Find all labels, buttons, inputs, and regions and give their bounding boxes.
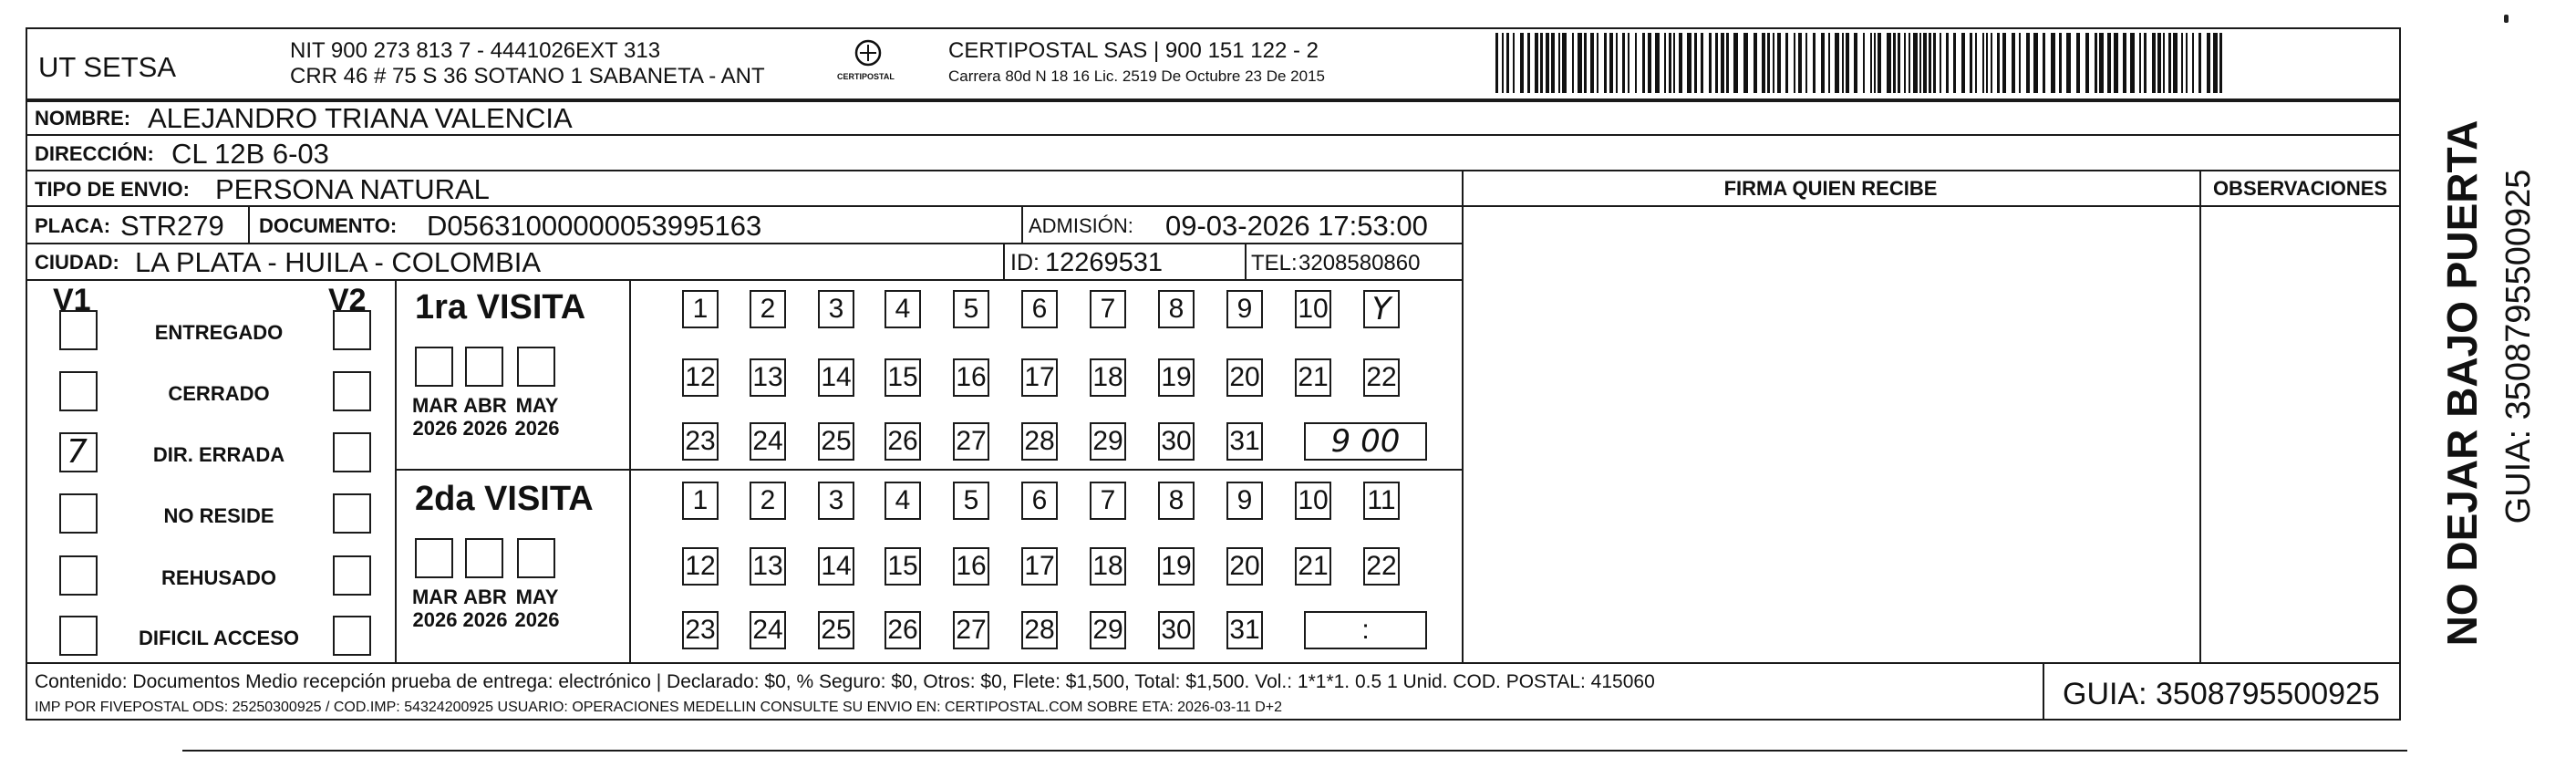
company-name: UT SETSA [38, 51, 177, 83]
barcode-bar [2213, 33, 2218, 93]
barcode-bar [1997, 33, 2000, 93]
v1-checkbox[interactable] [59, 493, 98, 534]
admision-value: 09-03-2026 17:53:00 [1165, 210, 1428, 242]
barcode-bar [1743, 33, 1748, 93]
day-box[interactable]: 1 [682, 290, 719, 328]
barcode-bar [1673, 33, 1675, 93]
barcode-bar [2157, 33, 2161, 93]
day-box[interactable]: 29 [1090, 422, 1126, 461]
day-box[interactable]: 8 [1158, 482, 1195, 520]
barcode-bar [2085, 33, 2089, 93]
day-box[interactable]: 7 [1090, 290, 1126, 328]
footer-bottom [26, 719, 2401, 721]
barcode-bar [1622, 33, 1625, 93]
day-box[interactable]: 10 [1295, 290, 1331, 328]
day-box[interactable]: 15 [885, 547, 921, 586]
cell-divider [248, 205, 250, 243]
barcode-bar [1535, 33, 1538, 93]
barcode-bar [1919, 33, 1921, 93]
barcode-bar [1502, 33, 1504, 93]
day-box[interactable]: 28 [1021, 422, 1058, 461]
barcode-bar [2139, 33, 2141, 93]
v2-checkbox[interactable] [333, 493, 371, 534]
barcode-bar [1726, 33, 1729, 93]
barcode-bar [1798, 33, 1802, 93]
barcode-bar [2173, 33, 2178, 93]
barcode-bar [1835, 33, 1839, 93]
nombre-label: NOMBRE: [35, 107, 131, 130]
day-box[interactable]: 10 [1295, 482, 1331, 520]
barcode-bar [1597, 33, 1598, 93]
month-name: ABR [463, 586, 507, 608]
footer-line-2: IMP POR FIVEPOSTAL ODS: 25250300925 / COD.IMP: 54324200925 USUARIO: OPERACIONES MEDELLIN CONSULTE SU ENVIO EN: CERTIPOSTAL.COM SOBRE ETA: 2026-03-11 D+2 [35, 700, 1283, 715]
v2-checkbox[interactable] [333, 310, 371, 350]
day-box[interactable]: 26 [885, 611, 921, 649]
row-divider [26, 279, 1462, 281]
month-label [458, 394, 512, 441]
v1-checkbox[interactable] [59, 371, 98, 411]
second-visit-label: 2da VISITA [415, 480, 594, 518]
month-name: ABR [463, 394, 507, 417]
month-year: 2026 [462, 608, 508, 632]
day-box[interactable]: 25 [818, 611, 854, 649]
barcode-bar [1991, 33, 1992, 93]
month-label [408, 394, 462, 441]
barcode-bar [1616, 33, 1618, 93]
v1-checkbox[interactable] [59, 310, 98, 350]
barcode-bar [1953, 33, 1956, 93]
barcode-bar [1558, 33, 1560, 93]
barcode-bar [2059, 33, 2062, 93]
v2-label: V2 [328, 283, 367, 317]
day-box[interactable]: 27 [953, 422, 989, 461]
barcode-bar [1828, 33, 1830, 93]
status-label: CERRADO [168, 382, 270, 405]
barcode-bar [1929, 33, 1931, 93]
day-box[interactable]: 19 [1158, 358, 1195, 397]
barcode-bar [1604, 33, 1607, 93]
barcode-bar [1898, 33, 1900, 93]
barcode-bar [1946, 33, 1949, 93]
day-box[interactable]: 23 [682, 611, 719, 649]
barcode-bar [1754, 33, 1757, 93]
ciudad-label: CIUDAD: [35, 251, 119, 274]
barcode-bar [2144, 33, 2147, 93]
day-box[interactable]: 2 [750, 290, 786, 328]
day-box[interactable]: 13 [750, 358, 786, 397]
direccion-value: CL 12B 6-03 [171, 138, 329, 170]
month-name: MAR [411, 394, 459, 417]
certipostal-line-1: CERTIPOSTAL SAS | 900 151 122 - 2 [948, 38, 1319, 63]
v1-checkbox[interactable] [59, 555, 98, 596]
barcode-bar [1821, 33, 1825, 93]
month-name: MAY [515, 586, 559, 608]
day-box[interactable]: 28 [1021, 611, 1058, 649]
barcode-bar [2002, 33, 2006, 93]
barcode-bar [2163, 33, 2165, 93]
month-checkbox[interactable] [415, 347, 453, 387]
barcode-bar [1506, 33, 1509, 93]
barcode-bar [1874, 33, 1876, 93]
barcode-bar [2076, 33, 2080, 93]
v1-label: V1 [53, 283, 91, 317]
day-box[interactable]: 17 [1021, 547, 1058, 586]
certipostal-line-2: Carrera 80d N 18 16 Lic. 2519 De Octubre 23 De 2015 [948, 67, 1325, 85]
barcode-bar [2123, 33, 2126, 93]
day-box[interactable]: 16 [953, 547, 989, 586]
barcode-bar [1694, 33, 1697, 93]
month-year: 2026 [412, 608, 458, 632]
day-box[interactable]: 17 [1021, 358, 1058, 397]
corner-dot [2504, 15, 2509, 23]
day-box[interactable]: 8 [1158, 290, 1195, 328]
barcode-bar [1701, 33, 1703, 93]
barcode-bar [1551, 33, 1555, 93]
barcode-bar [2012, 33, 2015, 93]
first-visit-label: 1ra VISITA [415, 288, 586, 327]
signature-left-border [1462, 170, 1464, 662]
barcode-bar [1572, 33, 1574, 93]
v2-checkbox[interactable] [333, 432, 371, 472]
barcode-bar [1813, 33, 1816, 93]
barcode-bar [1590, 33, 1594, 93]
barcode-bar [1513, 33, 1515, 93]
day-box[interactable]: Y [1363, 290, 1400, 328]
barcode-bar [1975, 33, 1977, 93]
day-box[interactable]: 21 [1295, 358, 1331, 397]
month-name: MAR [411, 586, 459, 608]
status-label: DIFICIL ACCESO [138, 627, 299, 649]
month-label [510, 394, 564, 441]
cell-divider [1021, 205, 1023, 243]
barcode-bar [1628, 33, 1629, 93]
time-box[interactable] [1304, 611, 1427, 649]
day-box[interactable]: 6 [1021, 290, 1058, 328]
barcode-bar [1904, 33, 1906, 93]
barcode-bar [2219, 33, 2222, 93]
barcode-bar [1655, 33, 1660, 93]
day-box[interactable]: 12 [682, 358, 719, 397]
barcode-bar [2168, 33, 2171, 93]
barcode-bar [1785, 33, 1788, 93]
barcode-bar [2019, 33, 2021, 93]
admision-label: ADMISIÓN: [1029, 214, 1133, 237]
day-box[interactable]: 24 [750, 611, 786, 649]
day-box[interactable]: 30 [1158, 422, 1195, 461]
barcode-bar [2198, 33, 2201, 93]
barcode-bar [1805, 33, 1807, 93]
month-year: 2026 [412, 417, 458, 441]
barcode-bar [2051, 33, 2055, 93]
tipo-envio-label: TIPO DE ENVIO: [35, 178, 190, 201]
barcode-bar [1854, 33, 1857, 93]
barcode-bar [2026, 33, 2030, 93]
barcode-bar [1495, 33, 1498, 93]
barcode-bar [1846, 33, 1849, 93]
barcode-bar [1762, 33, 1765, 93]
day-box[interactable]: 23 [682, 422, 719, 461]
month-checkbox[interactable] [465, 347, 503, 387]
barcode-bar [2066, 33, 2071, 93]
row-divider [26, 134, 2401, 136]
certipostal-logo [832, 36, 905, 91]
barcode-bar [1669, 33, 1671, 93]
v1-mark: 7 [67, 433, 88, 471]
day-box[interactable]: 5 [953, 482, 989, 520]
tipo-envio-value: PERSONA NATURAL [215, 173, 490, 205]
barcode-bar [1933, 33, 1936, 93]
v2-checkbox[interactable] [333, 616, 371, 656]
day-box[interactable]: 20 [1226, 358, 1263, 397]
barcode-bar [1794, 33, 1795, 93]
day-box[interactable]: 1 [682, 482, 719, 520]
cell-divider [1003, 243, 1005, 279]
barcode-bar [1721, 33, 1724, 93]
barcode-bar [1642, 33, 1645, 93]
barcode-bar [1982, 33, 1984, 93]
barcode-bar [1909, 33, 1910, 93]
month-checkbox[interactable] [517, 347, 555, 387]
day-box[interactable]: 20 [1226, 547, 1263, 586]
tel-label: TEL: [1251, 251, 1298, 275]
barcode-bar [1540, 33, 1543, 93]
barcode-bar [1887, 33, 1891, 93]
status-label: NO RESIDE [163, 504, 274, 527]
barcode-bar [1584, 33, 1587, 93]
nombre-value: ALEJANDRO TRIANA VALENCIA [148, 102, 573, 134]
day-box[interactable]: 24 [750, 422, 786, 461]
barcode-bar [1546, 33, 1549, 93]
side-warning: NO DEJAR BAJO PUERTA [2438, 119, 2486, 647]
documento-value: D05631000000053995163 [427, 210, 762, 242]
status-label: REHUSADO [161, 566, 276, 589]
barcode-bar [1733, 33, 1738, 93]
barcode-bar [1940, 33, 1941, 93]
status-label: DIR. ERRADA [152, 443, 285, 466]
nit-line-2: CRR 46 # 75 S 36 SOTANO 1 SABANETA - ANT [290, 64, 765, 88]
visits-divider [395, 469, 1462, 471]
day-box[interactable]: 12 [682, 547, 719, 586]
logo-text: CERTIPOSTAL [837, 72, 895, 81]
day-box[interactable]: 3 [818, 290, 854, 328]
status-label: ENTREGADO [154, 321, 284, 344]
barcode-bar [1715, 33, 1718, 93]
day-box[interactable]: 7 [1090, 482, 1126, 520]
barcode-bar [2207, 33, 2210, 93]
footer-line-1: Contenido: Documentos Medio recepción prueba de entrega: electrónico | Declarado: $0, % Seguro: $0, Otros: $0, Flete: $1,500, Total: $1,500. Vol.: 1*1*1. 0.5 1 Unid. COD. POSTAL: 415060 [35, 671, 1655, 692]
barcode-bar [2192, 33, 2194, 93]
barcode-bar [1709, 33, 1712, 93]
day-box[interactable]: 18 [1090, 547, 1126, 586]
time-value: 9 00 [1330, 423, 1401, 460]
day-box[interactable]: 4 [885, 482, 921, 520]
barcode-bar [2152, 33, 2156, 93]
id-label: ID: [1010, 250, 1040, 275]
month-checkbox[interactable] [465, 538, 503, 578]
barcode-bar [1527, 33, 1530, 93]
id-value: 12269531 [1045, 248, 1164, 277]
day-box[interactable]: 19 [1158, 547, 1195, 586]
barcode-bar [2114, 33, 2118, 93]
day-box[interactable]: 14 [818, 547, 854, 586]
barcode-bar [1773, 33, 1774, 93]
day-box[interactable]: 14 [818, 358, 854, 397]
time-box[interactable] [1304, 422, 1427, 461]
barcode-bar [1961, 33, 1965, 93]
barcode-bar [1562, 33, 1567, 93]
day-box[interactable]: 29 [1090, 611, 1126, 649]
row-divider [1462, 205, 2401, 207]
day-box[interactable]: 25 [818, 422, 854, 461]
v1-checkbox[interactable] [59, 432, 98, 472]
month-checkbox[interactable] [517, 538, 555, 578]
barcode-bar [1842, 33, 1844, 93]
barcode-bar [1878, 33, 1881, 93]
footer-left [26, 662, 27, 721]
barcode-bar [2043, 33, 2045, 93]
visits-divider [629, 279, 631, 662]
barcode-bar [1578, 33, 1582, 93]
barcode-bar [1648, 33, 1651, 93]
barcode-bar [2130, 33, 2135, 93]
barcode-bar [2107, 33, 2111, 93]
day-box[interactable]: 18 [1090, 358, 1126, 397]
signature-header: FIRMA QUIEN RECIBE [1723, 177, 1938, 200]
day-box[interactable]: 31 [1226, 422, 1263, 461]
day-box[interactable]: 31 [1226, 611, 1263, 649]
barcode-bar [1870, 33, 1872, 93]
row-divider [26, 170, 2401, 171]
barcode-bar [1923, 33, 1927, 93]
barcode-bar [2181, 33, 2183, 93]
day-box[interactable]: 9 [1226, 290, 1263, 328]
time-value: : [1361, 615, 1370, 645]
day-box[interactable]: 3 [818, 482, 854, 520]
barcode-bar [1913, 33, 1918, 93]
day-box[interactable]: 26 [885, 422, 921, 461]
barcode-bar [1777, 33, 1781, 93]
day-box[interactable]: 15 [885, 358, 921, 397]
month-label [408, 586, 462, 632]
day-box[interactable]: 2 [750, 482, 786, 520]
day-box[interactable]: 4 [885, 290, 921, 328]
barcode-bar [1767, 33, 1770, 93]
barcode-bar [2186, 33, 2188, 93]
barcode-bar [1664, 33, 1666, 93]
v2-checkbox[interactable] [333, 371, 371, 411]
direccion-label: DIRECCIÓN: [35, 142, 154, 165]
bottom-rule [182, 750, 2407, 752]
month-year: 2026 [462, 417, 508, 441]
tel-value: 3208580860 [1298, 251, 1421, 275]
day-box[interactable]: 22 [1363, 358, 1400, 397]
day-box[interactable]: 9 [1226, 482, 1263, 520]
day-box[interactable]: 11 [1363, 482, 1400, 520]
month-checkbox[interactable] [415, 538, 453, 578]
barcode-bar [1520, 33, 1524, 93]
barcode-bar [1609, 33, 1613, 93]
month-name: MAY [515, 394, 559, 417]
cell-divider [1245, 243, 1247, 279]
barcode-bar [2095, 33, 2097, 93]
day-box[interactable]: 16 [953, 358, 989, 397]
month-label [458, 586, 512, 632]
v1-checkbox[interactable] [59, 616, 98, 656]
certipostal-logo-icon [832, 36, 905, 91]
row-divider [26, 205, 1462, 207]
barcode-bar [2099, 33, 2104, 93]
day-box[interactable]: 30 [1158, 611, 1195, 649]
side-guia: GUIA: 3508795500925 [2499, 169, 2538, 524]
barcode-bar [1893, 33, 1896, 93]
day-box[interactable]: 27 [953, 611, 989, 649]
barcode-bar [1687, 33, 1691, 93]
barcode [1495, 33, 2234, 93]
barcode-bar [2033, 33, 2038, 93]
day-box[interactable]: 22 [1363, 547, 1400, 586]
month-label [510, 586, 564, 632]
day-box[interactable]: 5 [953, 290, 989, 328]
barcode-bar [1986, 33, 1988, 93]
observations-left-border [2199, 170, 2201, 662]
footer-guia: GUIA: 3508795500925 [2063, 677, 2380, 711]
month-year: 2026 [514, 417, 560, 441]
day-box[interactable]: 21 [1295, 547, 1331, 586]
observations-header: OBSERVACIONES [2212, 177, 2388, 200]
nit-line-1: NIT 900 273 813 7 - 4441026EXT 313 [290, 38, 661, 63]
barcode-bar [1970, 33, 1972, 93]
visits-divider [395, 279, 397, 662]
day-box[interactable]: 6 [1021, 482, 1058, 520]
placa-label: PLACA: [35, 214, 111, 237]
barcode-bar [1679, 33, 1682, 93]
barcode-bar [1863, 33, 1865, 93]
day-box[interactable]: 13 [750, 547, 786, 586]
month-year: 2026 [514, 608, 560, 632]
v2-checkbox[interactable] [333, 555, 371, 596]
ciudad-value: LA PLATA - HUILA - COLOMBIA [135, 246, 542, 278]
documento-label: DOCUMENTO: [259, 214, 398, 237]
placa-value: STR279 [120, 210, 224, 242]
barcode-bar [1635, 33, 1637, 93]
